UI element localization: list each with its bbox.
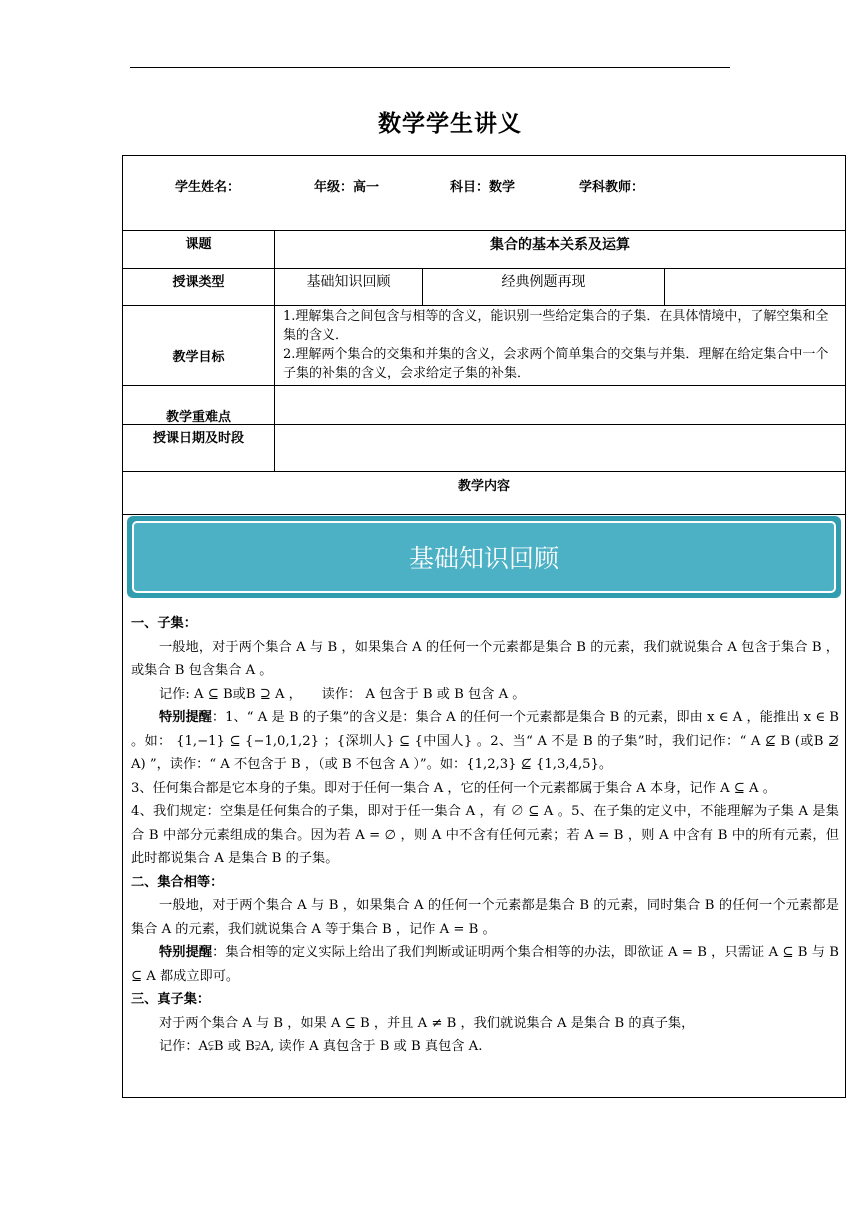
teacher-label: 学科教师： bbox=[579, 180, 645, 195]
key-difficulty-label: 教学重难点 bbox=[165, 410, 231, 425]
section-heading: 一、子集： bbox=[131, 616, 197, 631]
subject-label: 科目：数学 bbox=[450, 180, 516, 195]
paragraph: 对于两个集合 A 与 B ，如果 A ⊆ B ，并且 A ≠ B ，我们就说集合 A 是集合 B 的真子集， bbox=[159, 1015, 695, 1031]
goal-item: 1.理解集合之间包含与相等的含义，能识别一些给定集合的子集．在具体情境中，了解空集和全集的含义． bbox=[283, 309, 829, 343]
lesson-type-label: 授课类型 bbox=[172, 275, 225, 290]
paragraph: 记作：A⫋B 或 B⫌A, 读作 A 真包含于 B 或 B 真包含 A. bbox=[159, 1039, 483, 1054]
lesson-body bbox=[131, 612, 839, 1059]
lesson-date-label: 授课日期及时段 bbox=[152, 431, 244, 446]
paragraph: 一般地，对于两个集合 A 与 B ，如果集合 A 的任何一个元素都是集合 B 的元素，同时集合 B 的任何一个元素都是集合 A 的元素，我们就说集合 A 等于集合 B ，记作 A = B 。 bbox=[131, 898, 839, 937]
document-title: 数学学生讲义 bbox=[378, 111, 522, 137]
student-name-label: 学生姓名： bbox=[175, 180, 241, 195]
paragraph: 3、任何集合都是它本身的子集。即对于任何一集合 A ，它的任何一个元素都属于集合 A 本身，记作 A ⊆ A 。 bbox=[131, 780, 776, 796]
topic-value: 集合的基本关系及运算 bbox=[490, 237, 630, 253]
section-banner-title: 基础知识回顾 bbox=[408, 544, 559, 573]
grade-label: 年级：高一 bbox=[314, 180, 380, 195]
note-text: ：1、“ A 是 B 的子集”的含义是：集合 A 的任何一个元素都是集合 B 的元素，即由 x ∈ A ，能推出 x ∈ B 。如： {1,−1} ⊆ {−1,0,1,2} ；{深圳人} ⊆ {中国人} 。2、当“ A 不是 B 的子集”时，我们记作：“ A ⊈ B (或B ⊉ A) ”，读作：“ A 不包含于 B ，（或 B 不包含 A ）”。如：{1,2,3} ⊈ {1,3,4,5}。 bbox=[131, 710, 840, 772]
paragraph: 一般地，对于两个集合 A 与 B ，如果集合 A 的任何一个元素都是集合 B 的元素，我们就说集合 A 包含于集合 B ，或集合 B 包含集合 A 。 bbox=[131, 639, 839, 678]
lesson-type-basic: 基础知识回顾 bbox=[306, 274, 391, 290]
header-rule bbox=[130, 67, 730, 68]
note-text: ：集合相等的定义实际上给出了我们判断或证明两个集合相等的办法，即欲证 A = B ，只需证 A ⊆ B 与 B ⊆ A 都成立即可。 bbox=[131, 945, 839, 984]
note-paragraph bbox=[131, 706, 839, 777]
section-banner bbox=[127, 516, 841, 598]
teaching-goals-label: 教学目标 bbox=[172, 350, 225, 365]
note-paragraph bbox=[131, 941, 839, 988]
teaching-goals-text bbox=[283, 307, 841, 383]
paragraph: 4、我们规定：空集是任何集合的子集，即对于任一集合 A ，有 ∅ ⊆ A 。5、在子集的定义中，不能理解为子集 A 是集合 B 中部分元素组成的集合。因为若 A = ∅ ，则 A 中不含有任何元素；若 A = B ，则 A 中含有 B 中的所有元素，但此时都说集合 A 是集合 B 的子集。 bbox=[131, 804, 839, 866]
teaching-content-label: 教学内容 bbox=[457, 479, 510, 494]
section-heading: 三、真子集： bbox=[131, 992, 211, 1007]
note-label: 特别提醒 bbox=[159, 710, 212, 725]
section-heading: 二、集合相等： bbox=[131, 874, 224, 890]
goal-item: 2.理解两个集合的交集和并集的含义，会求两个简单集合的交集与并集．理解在给定集合中一个子集的补集的含义，会求给定子集的补集． bbox=[283, 347, 829, 381]
topic-label: 课题 bbox=[185, 237, 212, 252]
lesson-table bbox=[122, 155, 846, 1098]
note-label: 特别提醒 bbox=[159, 945, 213, 960]
lesson-type-examples: 经典例题再现 bbox=[501, 274, 586, 290]
paragraph: 记作: A ⊆ B或B ⊇ A ， 读作： A 包含于 B 或 B 包含 A 。 bbox=[159, 686, 526, 702]
